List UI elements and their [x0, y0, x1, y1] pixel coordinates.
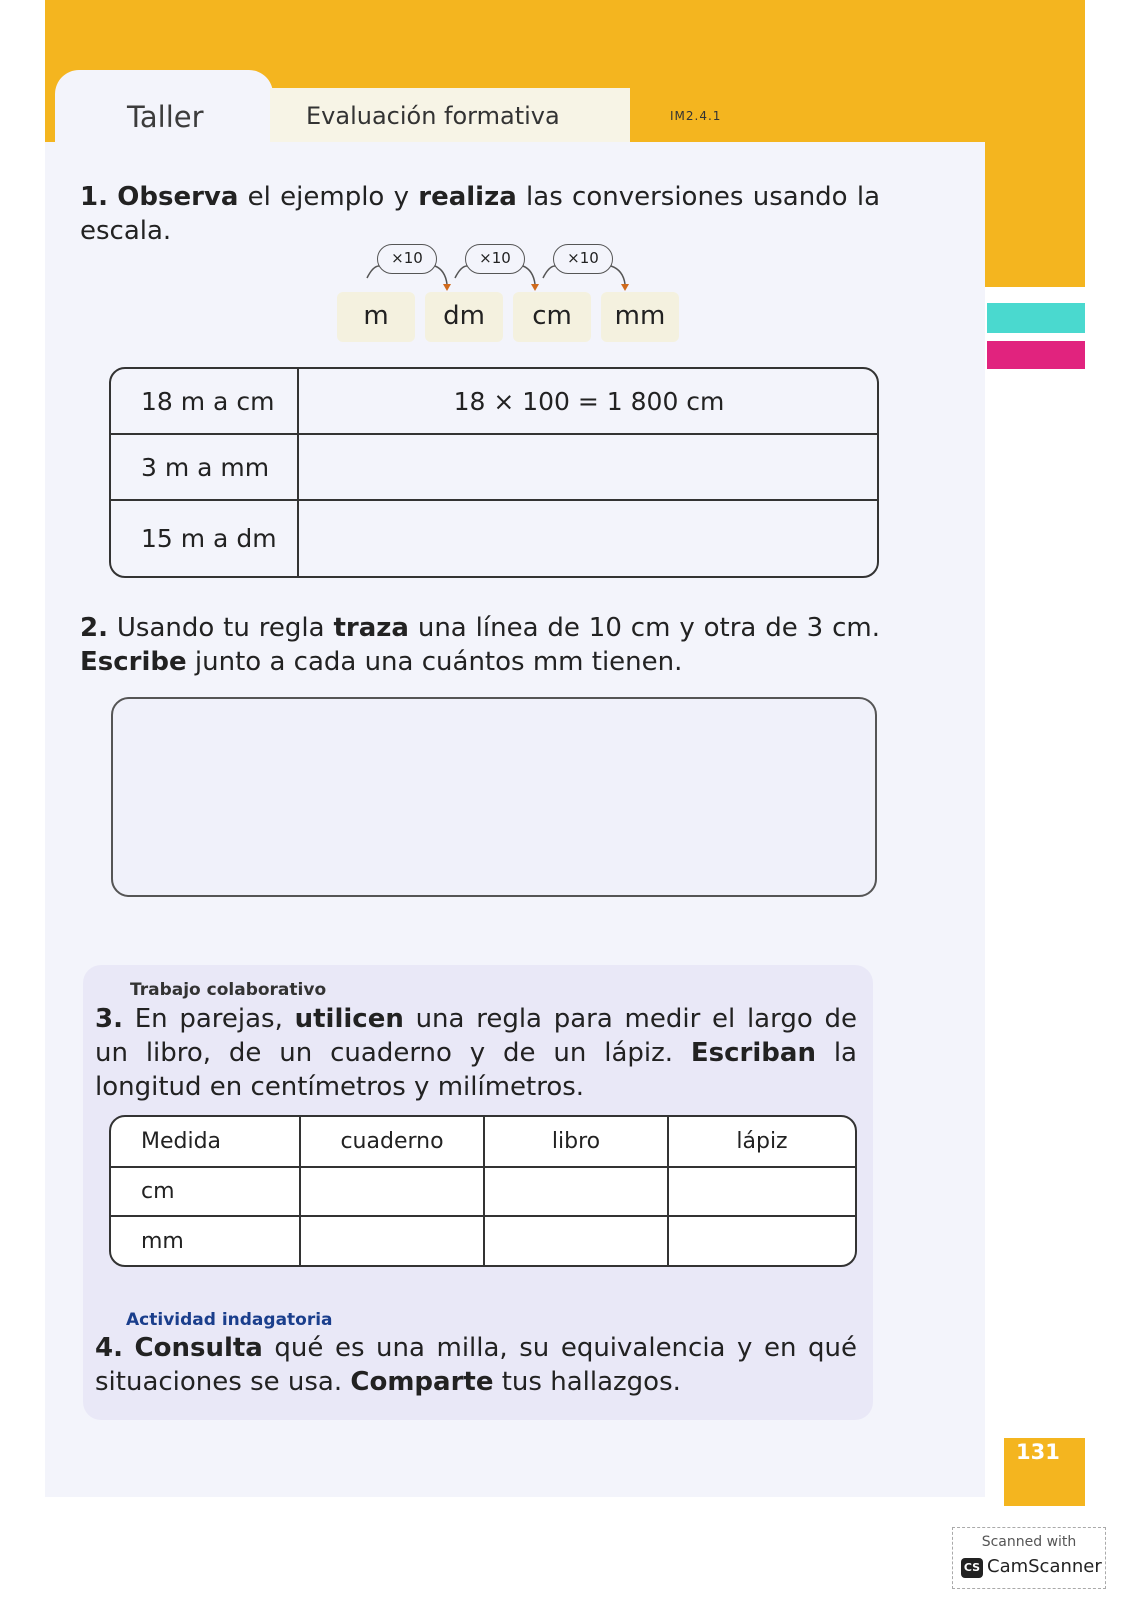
question-1-verb-do: realiza — [418, 182, 517, 212]
cell-book-cm[interactable] — [485, 1168, 669, 1215]
question-3-text-end: la longitud en centímetros y milímetros. — [95, 1038, 857, 1102]
teal-tab — [987, 303, 1085, 333]
question-4-number: 4. — [95, 1333, 123, 1363]
cell-book-mm[interactable] — [485, 1217, 669, 1265]
question-3-verb-use: utilicen — [294, 1004, 404, 1034]
cell-notebook-mm[interactable] — [301, 1217, 485, 1265]
tab-workshop-label: Taller — [127, 100, 204, 134]
inquiry-label: Actividad indagatoria — [126, 1310, 333, 1330]
question-1 — [80, 180, 880, 248]
tab-assessment — [270, 88, 630, 142]
page-number: 131 — [1016, 1440, 1060, 1464]
tab-workshop — [55, 70, 273, 150]
cell-notebook-cm[interactable] — [301, 1168, 485, 1215]
question-1-text: el ejemplo y — [238, 182, 419, 212]
unit-cm: cm — [513, 292, 591, 342]
question-1-text-end: las conversiones usando la escala. — [80, 182, 881, 246]
header-notebook: cuaderno — [301, 1117, 485, 1166]
row-label: mm — [111, 1217, 301, 1265]
unit-dm: dm — [425, 292, 503, 342]
drawing-answer-box[interactable] — [111, 697, 877, 897]
unit-m: m — [337, 292, 415, 342]
conversion-table — [109, 367, 879, 578]
cell-pencil-cm[interactable] — [669, 1168, 855, 1215]
camscanner-logo-icon: CS — [961, 1558, 983, 1578]
conversion-label: 15 m a dm — [111, 501, 299, 576]
unit-mm: mm — [601, 292, 679, 342]
table-row — [111, 1217, 855, 1265]
question-1-number: 1. — [80, 182, 108, 212]
table-header-row — [111, 1117, 855, 1168]
question-2-verb-write: Escribe — [80, 647, 187, 677]
question-2-number: 2. — [80, 613, 108, 643]
cell-pencil-mm[interactable] — [669, 1217, 855, 1265]
conversion-label: 18 m a cm — [111, 369, 299, 433]
question-4 — [95, 1331, 857, 1399]
header-book: libro — [485, 1117, 669, 1166]
question-4-text-end: tus hallazgos. — [493, 1367, 681, 1397]
multiplier-3: ×10 — [553, 244, 613, 274]
multiplier-2: ×10 — [465, 244, 525, 274]
question-2-text: Usando tu regla — [107, 613, 334, 643]
scanner-caption: Scanned with — [981, 1534, 1077, 1550]
row-label: cm — [111, 1168, 301, 1215]
question-3-number: 3. — [95, 1004, 123, 1034]
scale-arrows — [345, 256, 685, 296]
scanner-watermark — [952, 1527, 1106, 1589]
header-measure: Medida — [111, 1117, 301, 1166]
conversion-answer[interactable] — [301, 501, 877, 576]
measurement-table — [109, 1115, 857, 1267]
question-1-verb-observe: Observa — [117, 182, 239, 212]
conversion-answer[interactable] — [301, 435, 877, 499]
question-3 — [95, 1002, 857, 1104]
collaborative-label: Trabajo colaborativo — [130, 980, 327, 1000]
table-row — [111, 369, 877, 435]
question-2-text-mid: una línea de 10 cm y otra de 3 cm. — [408, 613, 881, 643]
scanner-name: CamScanner — [987, 1556, 1102, 1577]
question-4-verb-consult: Consulta — [134, 1333, 263, 1363]
conversion-answer[interactable]: 18 × 100 = 1 800 cm — [453, 386, 725, 416]
question-2-verb-draw: traza — [333, 613, 409, 643]
question-3-text: En parejas, — [122, 1004, 295, 1034]
question-2-text-end: junto a cada una cuántos mm tienen. — [186, 647, 683, 677]
curriculum-code: IM2.4.1 — [670, 109, 722, 123]
side-band — [985, 142, 1085, 287]
question-3-text-mid: una regla para medir el largo de un libro, de un cuaderno y de un lápiz. — [95, 1004, 857, 1068]
table-row — [111, 1168, 855, 1217]
table-row — [111, 435, 877, 501]
magenta-tab — [987, 341, 1085, 369]
conversion-label: 3 m a mm — [111, 435, 299, 499]
multiplier-1: ×10 — [377, 244, 437, 274]
table-row — [111, 501, 877, 576]
question-4-verb-share: Comparte — [350, 1367, 494, 1397]
question-2 — [80, 611, 880, 679]
question-3-verb-write: Escriban — [690, 1038, 816, 1068]
question-4-text: qué es una milla, su equivalencia y en qué situaciones se usa. — [95, 1333, 857, 1397]
header-pencil: lápiz — [736, 1129, 788, 1154]
unit-scale — [345, 249, 685, 342]
tab-assessment-label: Evaluación formativa — [306, 102, 560, 130]
